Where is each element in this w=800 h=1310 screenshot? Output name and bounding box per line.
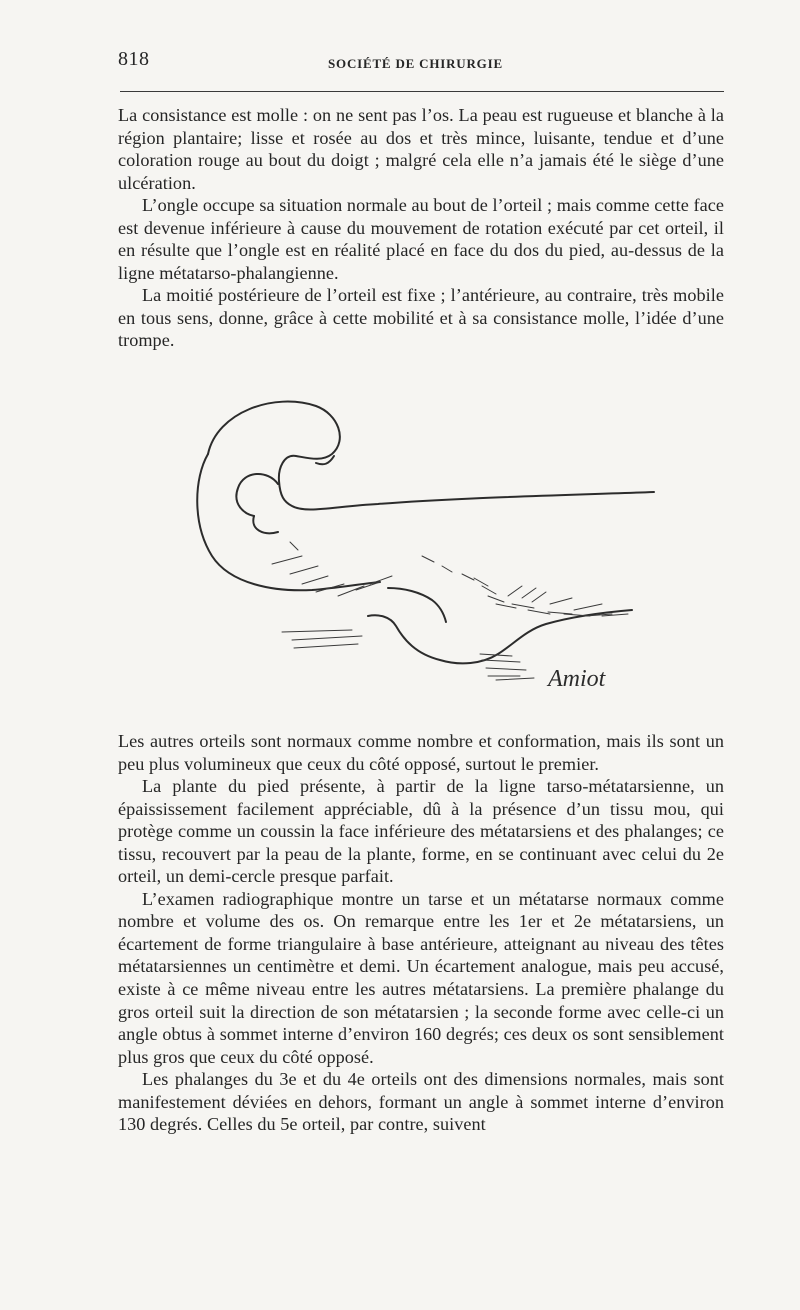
paragraph: L’examen radiographique montre un tarse et un métatarse normaux comme nombre et volume des os. On remarque entre les 1er et 2e métatarsiens, un écartement de forme triangulaire à base antérieure, atteignant au niveau des têtes métatarsiennes un centimètre et demi. Un écartement analogue, mais peu accusé, existe à ce même niveau entre les autres métatarsiens. La première phalange du gros orteil suit la direction de son métatarsien ; la seconde forme avec celle-ci un angle obtus à sommet interne d’environ 160 degrés; ces deux os sont sensiblement plus gros que ceux du côté opposé. xyxy=(118,888,724,1067)
header-rule xyxy=(120,91,724,92)
forefoot-contour xyxy=(388,588,446,622)
running-head: SOCIÉTÉ DE CHIRURGIE xyxy=(328,56,503,71)
paragraph: La moitié postérieure de l’orteil est fixe ; l’antérieure, au contraire, très mobile en tous sens, donne, grâce à cette mobilité et à sa consistance molle, l’idée d’une trompe. xyxy=(118,285,724,351)
text-block-top xyxy=(118,104,724,352)
toe-outline xyxy=(208,402,654,510)
foot-drawing xyxy=(182,378,662,698)
page-number: 818 xyxy=(118,48,150,70)
paragraph: Les autres orteils sont normaux comme nombre et conformation, mais ils sont un peu plus volumineux que ceux du côté opposé, surtout le premier. xyxy=(118,731,724,774)
paragraph: La plante du pied présente, à partir de la ligne tarso-métatarsienne, un épaississement facilement appréciable, dû à la présence d’un tissu mou, qui protège comme un coussin la face inférieure des métatarsiens et des phalanges; ce tissu, recouvert par la peau de la plante, forme, en se continuant avec celui du 2e orteil, un demi-cercle presque parfait. xyxy=(118,776,724,887)
toe-inner-curve xyxy=(197,454,380,590)
toe-joint-upper xyxy=(236,474,278,516)
paragraph: La consistance est molle : on ne sent pas l’os. La peau est rugueuse et blanche à la région plantaire; lisse et rosée au dos et très mince, luisante, tendue et d’une coloration rouge au bout du doigt ; malgré cela elle n’a jamais été le siège d’une ulcération. xyxy=(118,105,724,193)
text-block-bottom xyxy=(118,730,724,1136)
paragraph: L’ongle occupe sa situation normale au bout de l’orteil ; mais comme cette face est devenue inférieure à cause du mouvement de rotation exécuté par cet orteil, il en résulte que l’ongle est en réalité placé en face du dos du pied, au-dessus de la ligne métatarso-phalangienne. xyxy=(118,195,724,283)
page-header xyxy=(118,48,723,76)
paragraph: Les phalanges du 3e et du 4e orteils ont des dimensions normales, mais sont manifestement déviées en dehors, formant un angle à sommet interne d’environ 130 degrés. Celles du 5e orteil, par contre, suivent xyxy=(118,1069,724,1135)
toe-joint-lower xyxy=(253,516,278,533)
artist-signature: Amiot xyxy=(548,666,606,692)
foot-illustration xyxy=(182,378,662,698)
